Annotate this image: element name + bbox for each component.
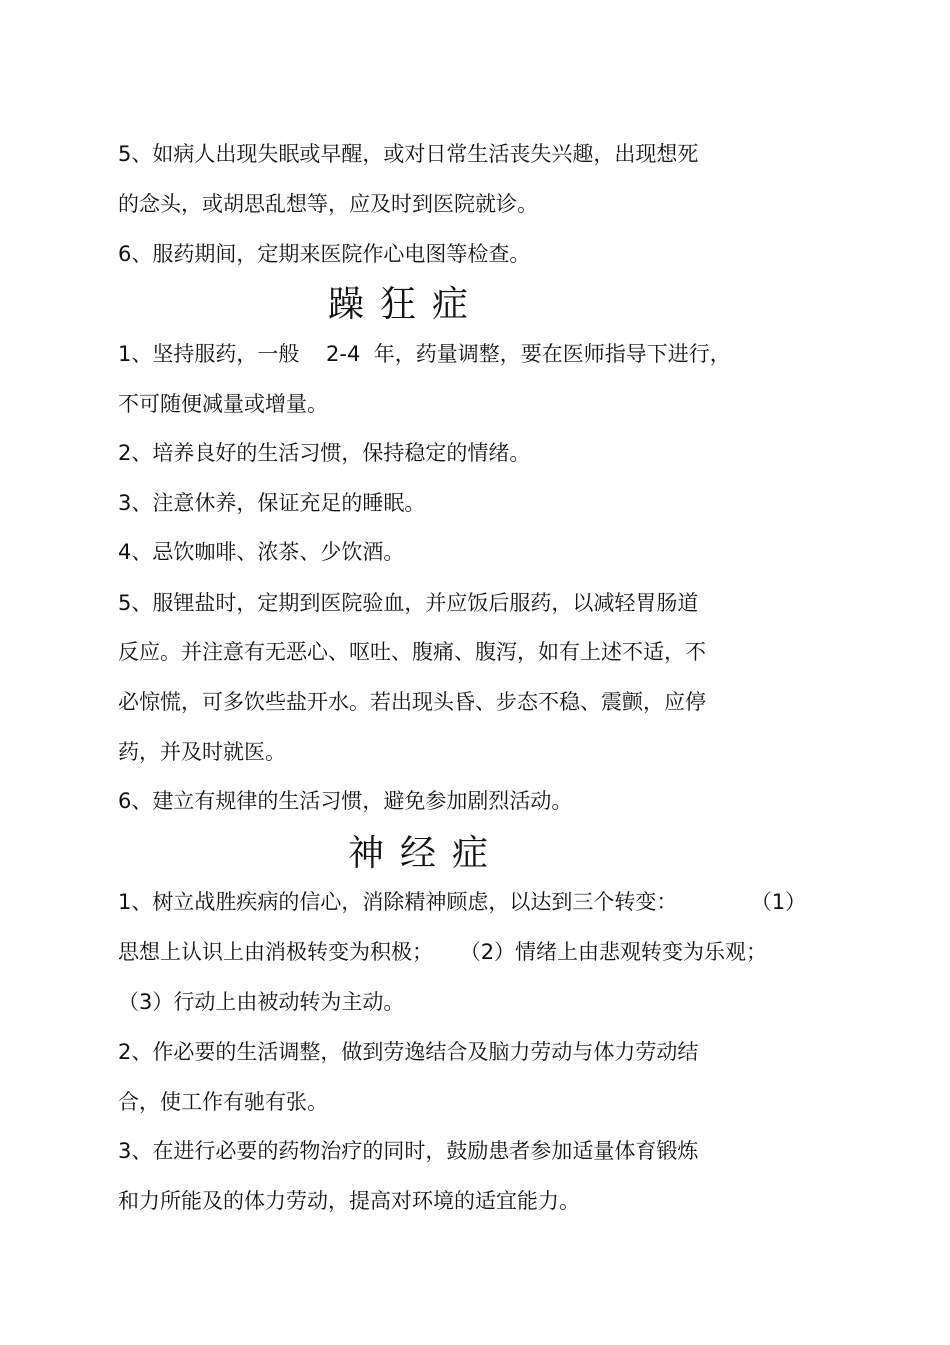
section-title: 躁狂症 [328,284,485,325]
paragraph-line: 6、服药期间，定期来医院作心电图等检查。 [118,242,531,266]
paragraph-line: 和力所能及的体力劳动，提高对环境的适宜能力。 [118,1189,580,1213]
paragraph-line: 不可随便减量或增量。 [118,392,328,416]
paragraph-line: 思想上认识上由消极转变为积极； （2）情绪上由悲观转变为乐观； [118,940,768,964]
paragraph-line: 2、培养良好的生活习惯，保持稳定的情绪。 [118,441,531,465]
paragraph-line: 的念头，或胡思乱想等，应及时到医院就诊。 [118,192,538,216]
paragraph-line: 3、注意休养，保证充足的睡眠。 [118,491,426,515]
paragraph-line: 反应。并注意有无恶心、呕吐、腹痛、腹泻，如有上述不适，不 [118,640,706,664]
paragraph-line: 3、在进行必要的药物治疗的同时，鼓励患者参加适量体育锻炼 [118,1139,699,1163]
paragraph-line: 1、坚持服药，一般 2-4 年，药量调整，要在医师指导下进行， [118,342,731,366]
paragraph-line: 2、作必要的生活调整，做到劳逸结合及脑力劳动与体力劳动结 [118,1040,699,1064]
paragraph-line: 4、忌饮咖啡、浓茶、少饮酒。 [118,540,405,564]
paragraph-line: 1、树立战胜疾病的信心，消除精神顾虑，以达到三个转变： （1） [118,890,807,914]
paragraph-line: 必惊慌，可多饮些盐开水。若出现头昏、步态不稳、震颤，应停 [118,690,706,714]
section-title: 神经症 [348,833,505,874]
paragraph-line: 6、建立有规律的生活习惯，避免参加剧烈活动。 [118,789,573,813]
paragraph-line: （3）行动上由被动转为主动。 [118,990,405,1014]
paragraph-line: 药，并及时就医。 [118,740,286,764]
paragraph-line: 5、如病人出现失眠或早醒，或对日常生活丧失兴趣，出现想死 [118,142,699,166]
paragraph-line: 5、服锂盐时，定期到医院验血，并应饭后服药，以减轻胃肠道 [118,591,699,615]
paragraph-line: 合，使工作有驰有张。 [118,1090,328,1114]
